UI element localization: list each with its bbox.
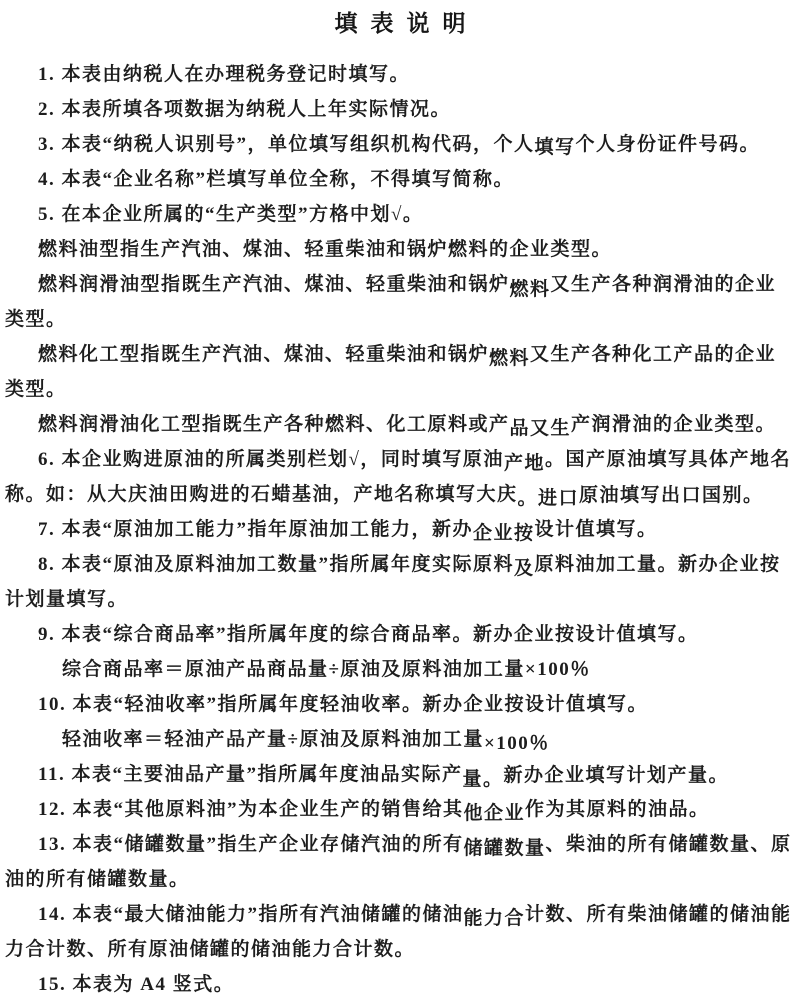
text-line <box>0 687 800 722</box>
text-segment: 产润滑油的企业类型。 <box>571 414 777 435</box>
text-segment: 综合商品率＝原油产品商品量÷原油及原料油加工量×100％ <box>62 659 591 680</box>
text-segment: 企业按 <box>473 523 535 544</box>
text-segment: 能力合 <box>463 908 526 929</box>
text-segment: 力合计数、所有原油储罐的储油能力合计数。 <box>5 939 416 960</box>
text-segment: 燃料油型指生产汽油、煤油、轻重柴油和锅炉燃料的企业类型。 <box>38 239 613 260</box>
text-segment: 作为其原料的油品。 <box>525 799 710 820</box>
page-title: 填表说明 <box>334 11 479 36</box>
text-segment: 燃料 <box>509 279 551 300</box>
text-line <box>0 337 800 372</box>
text-line <box>0 582 800 617</box>
text-line <box>0 232 800 267</box>
text-segment: 储罐数量 <box>463 838 546 859</box>
text-line <box>0 127 800 162</box>
text-line <box>0 897 800 932</box>
text-segment: 、柴油的所有储罐数量、原 <box>545 834 792 855</box>
text-segment: 10. 本表“轻油收率”指所属年度轻油收率。新办企业按设计值填写。 <box>38 694 649 715</box>
text-segment: 4. 本表“企业名称”栏填写单位全称，不得填写简称。 <box>38 169 515 190</box>
text-segment: 9. 本表“综合商品率”指所属年度的综合商品率。新办企业按设计值填写。 <box>38 624 699 645</box>
text-segment: 设计值填写。 <box>534 519 658 540</box>
text-segment: 燃料润滑油化工型指既生产各种燃料、化工原料或产 <box>38 414 510 435</box>
text-segment: 新办企业填写计划产量。 <box>503 765 729 786</box>
text-segment: 3. 本表“纳税人识别号”，单位填写组织机构代码，个人 <box>38 134 535 155</box>
text-segment: 13. 本表“储罐数量”指生产企业存储汽油的所有 <box>38 834 464 855</box>
text-line <box>0 302 800 337</box>
text-segment: 油的所有储罐数量。 <box>5 869 190 890</box>
text-segment: ×100％ <box>483 733 550 754</box>
text-segment: 产地 <box>503 453 545 474</box>
text-segment: 他企业 <box>463 803 526 824</box>
text-segment: 15. 本表为 A4 竖式。 <box>38 974 235 995</box>
text-line <box>0 722 800 757</box>
text-segment: 1. 本表由纳税人在办理税务登记时填写。 <box>38 64 411 85</box>
text-segment: 燃料润滑油型指既生产汽油、煤油、轻重柴油和锅炉 <box>38 274 510 295</box>
text-segment: 。国产原油填写具体产地名 <box>544 449 791 470</box>
text-line <box>0 92 800 127</box>
text-segment: 燃料 <box>489 348 531 369</box>
text-segment: 计数、所有柴油储罐的储油能 <box>525 904 792 925</box>
text-line <box>0 652 800 687</box>
instructions-text-block <box>0 57 800 1002</box>
text-segment: 轻油收率＝轻油产品产量÷原油及原料油加工量 <box>62 729 484 750</box>
text-line <box>0 267 800 302</box>
text-line <box>0 547 800 582</box>
text-line <box>0 57 800 92</box>
text-line <box>0 932 800 967</box>
text-line <box>0 477 800 512</box>
text-segment: 2. 本表所填各项数据为纳税人上年实际情况。 <box>38 99 452 120</box>
text-segment: 7. 本表“原油加工能力”指年原油加工能力，新办 <box>38 519 474 540</box>
text-segment: 11. 本表“主要油品产量”指所属年度油品实际产 <box>38 764 463 785</box>
text-segment: 8. 本表“原油及原料油加工数量”指所属年度实际原料 <box>38 554 515 575</box>
text-line <box>0 792 800 827</box>
text-line <box>0 617 800 652</box>
text-segment: 原料油加工量。新办企业按 <box>534 554 781 575</box>
text-segment: 燃料化工型指既生产汽油、煤油、轻重柴油和锅炉 <box>38 344 490 365</box>
text-segment: 5. 在本企业所属的“生产类型”方格中划√。 <box>38 204 424 225</box>
text-segment: 原油填写出口国别。 <box>579 485 764 506</box>
text-line <box>0 197 800 232</box>
text-segment: 类型。 <box>5 309 67 330</box>
text-segment: 及 <box>514 558 535 579</box>
text-segment: 品又生 <box>509 418 572 439</box>
text-segment: 12. 本表“其他原料油”为本企业生产的销售给其 <box>38 799 464 820</box>
text-line <box>0 372 800 407</box>
text-line <box>0 827 800 862</box>
text-line <box>0 757 800 792</box>
text-segment: 量。 <box>462 769 504 790</box>
text-line <box>0 442 800 477</box>
text-segment: 。进口 <box>517 488 580 509</box>
text-segment: 6. 本企业购进原油的所属类别栏划√，同时填写原油 <box>38 449 504 470</box>
text-segment: 又生产各种润滑油的企业 <box>550 274 777 295</box>
text-segment: 填写 <box>534 137 576 158</box>
text-line <box>0 967 800 1002</box>
text-segment: 14. 本表“最大储油能力”指所有汽油储罐的储油 <box>38 904 464 925</box>
text-line <box>0 512 800 547</box>
text-segment: 类型。 <box>5 379 67 400</box>
text-segment: 称。如：从大庆油田购进的石蜡基油，产地名称填写大庆 <box>5 484 518 505</box>
text-segment: 又生产各种化工产品的企业 <box>530 344 777 365</box>
text-segment: 个人身份证件号码。 <box>575 134 761 155</box>
text-line <box>0 862 800 897</box>
text-segment: 计划量填写。 <box>5 589 129 610</box>
text-line <box>0 407 800 442</box>
text-line <box>0 162 800 197</box>
